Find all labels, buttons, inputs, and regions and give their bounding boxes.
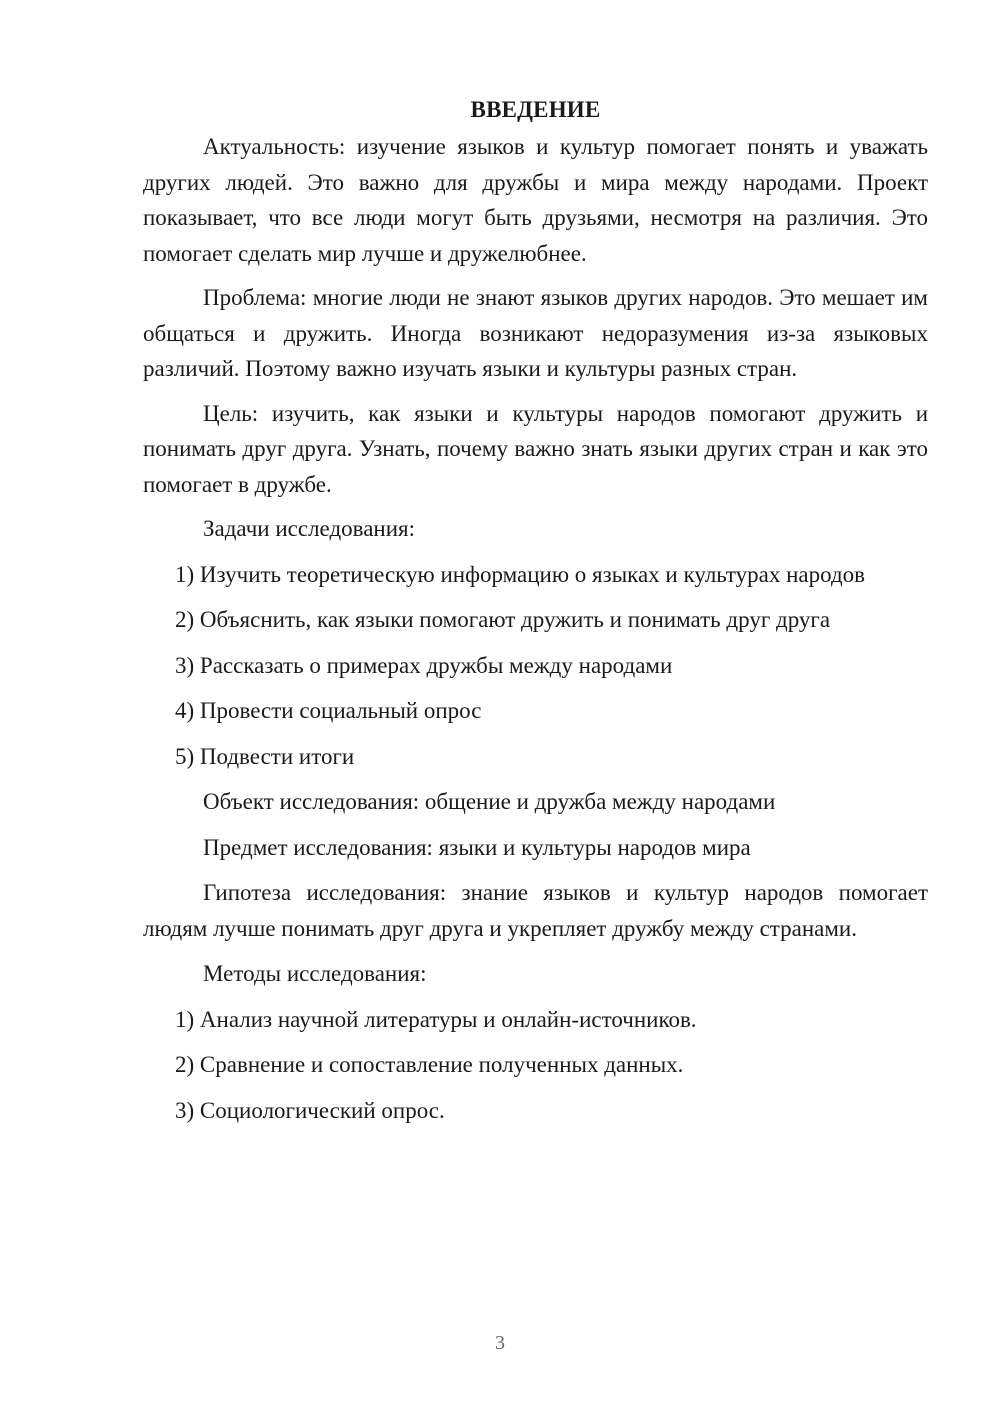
research-subject: Предмет исследования: языки и культуры народов мира — [203, 834, 751, 860]
paragraph-goal: Цель: изучить, как языки и культуры народов помогают дружить и понимать друг друга. Узнать, почему важно знать языки других стран и как это помогает в дружбе. — [143, 400, 928, 497]
method-item: 3) Социологический опрос. — [175, 1097, 445, 1123]
task-item: 3) Рассказать о примерах дружбы между народами — [175, 652, 673, 678]
section-title: ВВЕДЕНИЕ — [470, 97, 601, 122]
task-item: 1) Изучить теоретическую информацию о языках и культурах народов — [175, 561, 866, 587]
method-item: 2) Сравнение и сопоставление полученных данных. — [175, 1052, 684, 1077]
method-item: 1) Анализ научной литературы и онлайн-источников. — [175, 1006, 697, 1032]
document-page — [143, 92, 928, 1332]
task-item: 5) Подвести итоги — [175, 743, 355, 769]
task-item: 2) Объяснить, как языки помогают дружить и понимать друг друга — [175, 607, 831, 632]
paragraph-problem: Проблема: многие люди не знают языков других народов. Это мешает им общаться и дружить. Иногда возникают недоразумения из-за языковых различий. Поэтому важно изучать языки и культуры разных стран. — [143, 285, 928, 381]
research-object: Объект исследования: общение и дружба между народами — [203, 789, 776, 814]
task-item: 4) Провести социальный опрос — [175, 698, 482, 723]
paragraph-hypothesis: Гипотеза исследования: знание языков и культур народов помогает людям лучше понимать друг друга и укрепляет дружбу между странами. — [143, 880, 928, 941]
tasks-heading: Задачи исследования: — [203, 516, 416, 541]
page-number: 3 — [495, 1332, 505, 1354]
paragraph-relevance: Актуальность: изучение языков и культур помогает понять и уважать других людей. Это важно для дружбы и мира между народами. Проект показывает, что все люди могут быть друзьями, несмотря на различия. Это помогает сделать мир лучше и дружелюбнее. — [143, 134, 928, 266]
methods-heading: Методы исследования: — [203, 961, 427, 986]
